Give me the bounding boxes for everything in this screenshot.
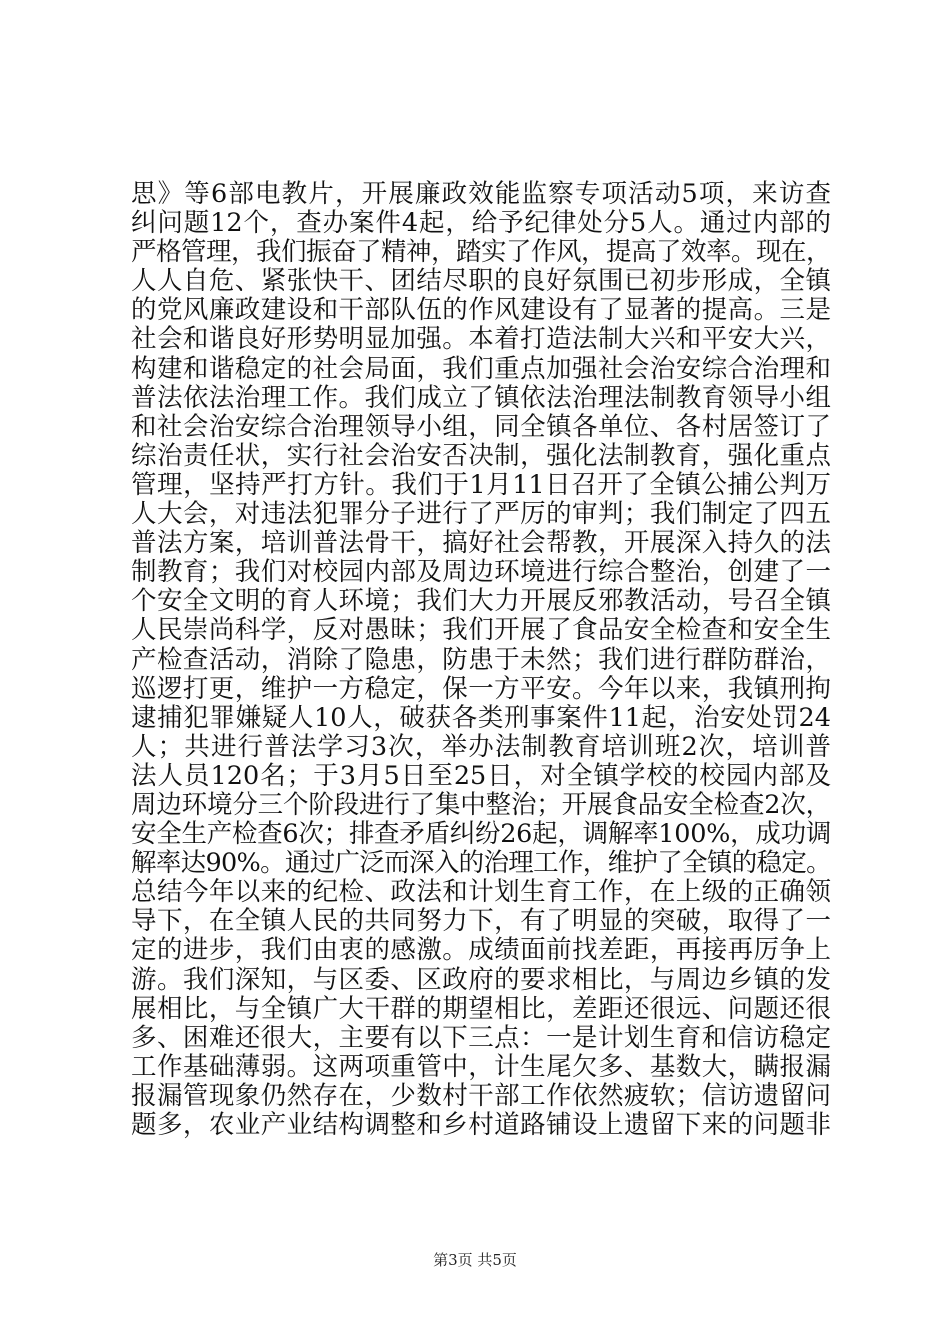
text-line: 人大会，对违法犯罪分子进行了严厉的审判；我们制定了四五: [131, 499, 831, 530]
text-line: 游。我们深知，与区委、区政府的要求相比，与周边乡镇的发: [131, 964, 831, 995]
text-line: 定的进步，我们由衷的感激。成绩面前找差距，再接再厉争上: [131, 935, 831, 966]
text-line: 展相比，与全镇广大干群的期望相比，差距还很远、问题还很: [131, 993, 831, 1024]
text-line: 解率达90%。通过广泛而深入的治理工作，维护了全镇的稳定。: [131, 848, 831, 879]
text-line: 普法方案，培训普法骨干，搞好社会帮教，开展深入持久的法: [131, 528, 831, 559]
text-line: 人；共进行普法学习3次，举办法制教育培训班2次，培训普: [131, 731, 831, 762]
text-line: 人民崇尚科学，反对愚昧；我们开展了食品安全检查和安全生: [131, 615, 831, 646]
text-line: 周边环境分三个阶段进行了集中整治；开展食品安全检查2次，: [131, 789, 831, 820]
text-line: 综治责任状，实行社会治安否决制，强化法制教育，强化重点: [131, 440, 831, 471]
text-line: 个安全文明的育人环境；我们大力开展反邪教活动，号召全镇: [131, 586, 831, 617]
text-line: 安全生产检查6次；排查矛盾纠纷26起，调解率100%，成功调: [131, 819, 832, 850]
text-line: 纠问题12个，查办案件4起，给予纪律处分5人。通过内部的: [131, 208, 831, 239]
text-line: 题多，农业产业结构调整和乡村道路铺设上遗留下来的问题非: [131, 1110, 831, 1140]
text-line: 构建和谐稳定的社会局面，我们重点加强社会治安综合治理和: [131, 353, 831, 384]
text-line: 思》等6部电教片，开展廉政效能监察专项活动5项，来访查: [131, 179, 831, 209]
text-line: 和社会治安综合治理领导小组，同全镇各单位、各村居签订了: [131, 411, 831, 442]
text-line: 制教育；我们对校园内部及周边环境进行综合整治，创建了一: [131, 557, 831, 588]
text-line: 多、困难还很大，主要有以下三点：一是计划生育和信访稳定: [131, 1022, 831, 1053]
text-line: 导下，在全镇人民的共同努力下，有了明显的突破，取得了一: [131, 906, 831, 937]
text-line: 管理，坚持严打方针。我们于1月11日召开了全镇公捕公判万: [131, 469, 831, 500]
text-line: 产检查活动，消除了隐患，防患于未然；我们进行群防群治，: [131, 644, 831, 675]
page-footer: 第3页 共5页: [433, 1251, 517, 1269]
text-line: 报漏管现象仍然存在，少数村干部工作依然疲软；信访遗留问: [131, 1080, 831, 1111]
text-line: 巡逻打更，维护一方稳定，保一方平安。今年以来，我镇刑拘: [131, 673, 831, 704]
text-line: 严格管理，我们振奋了精神，踏实了作风，提高了效率。现在，: [131, 237, 832, 268]
text-line: 社会和谐良好形势明显加强。本着打造法制大兴和平安大兴，: [131, 324, 831, 355]
text-line: 工作基础薄弱。这两项重管中，计生尾欠多、基数大，瞒报漏: [131, 1051, 831, 1082]
text-line: 的党风廉政建设和干部队伍的作风建设有了显著的提高。三是: [131, 295, 831, 326]
text-line: 普法依法治理工作。我们成立了镇依法治理法制教育领导小组: [131, 382, 831, 413]
text-line: 总结今年以来的纪检、政法和计划生育工作，在上级的正确领: [131, 877, 831, 908]
text-line: 逮捕犯罪嫌疑人10人，破获各类刑事案件11起，治安处罚24: [131, 702, 831, 733]
text-line: 法人员120名；于3月5日至25日，对全镇学校的校园内部及: [131, 760, 831, 791]
body-text: [131, 180, 831, 1140]
text-line: 人人自危、紧张快干、团结尽职的良好氛围已初步形成，全镇: [131, 266, 831, 297]
